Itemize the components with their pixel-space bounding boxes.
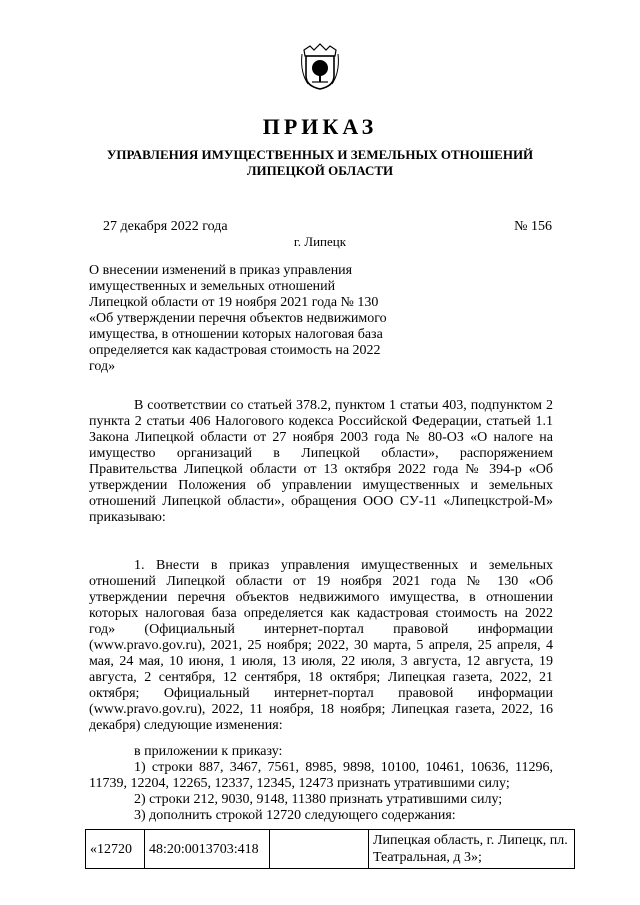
document-city: г. Липецк [293, 234, 347, 249]
added-row-table [85, 829, 575, 869]
coat-of-arms-icon [300, 36, 340, 90]
table-row [86, 830, 575, 869]
subitem-1: 1) строки 887, 3467, 7561, 8985, 9898, 10100, 10461, 10636, 11296, 11739, 12204, 12265, 12337, 12345, 12473 признать утратившими силу; [89, 760, 553, 791]
cadastral-number-cell: 48:20:0013703:418 [145, 830, 270, 869]
empty-cell [270, 830, 369, 869]
agency-line-1: УПРАВЛЕНИЯ ИМУЩЕСТВЕННЫХ И ЗЕМЕЛЬНЫХ ОТНОШЕНИЙ [106, 147, 534, 162]
subitem-2: 2) строки 212, 9030, 9148, 11380 признать утратившими силу; [134, 792, 503, 807]
document-number: № 156 [514, 219, 552, 234]
subitem-3: 3) дополнить строкой 12720 следующего содержания: [134, 808, 456, 823]
appendix-intro: в приложении к приказу: [134, 744, 283, 759]
agency-name [0, 147, 640, 179]
row-number-cell: «12720 [86, 830, 145, 869]
document-subject: О внесении изменений в приказ управления имущественных и земельных отношений Липецкой области от 19 ноября 2021 года № 130 «Об утверждении перечня объектов недвижимого имущества, в отношении которых налоговая база определяется как кадастровая стоимость на 2022 год» [89, 263, 387, 374]
address-cell: Липецкая область, г. Липецк, пл. Театральная, д 3»; [369, 830, 575, 869]
preamble-paragraph: В соответствии со статьей 378.2, пунктом 1 статьи 403, подпунктом 2 пункта 2 статьи 406 Налогового кодекса Российской Федерации, статьей 1.1 Закона Липецкой области от 27 ноября 2003 года № 80-ОЗ «О налоге на имущество организаций в Липецкой области», распоряжением Правительства Липецкой области от 13 октября 2022 года № 394-р «Об утверждении Положения об управлении имущественных и земельных отношений Липецкой области», обращения ООО СУ-11 «Липецкстрой-М» приказываю: [89, 398, 553, 525]
document-date: 27 декабря 2022 года [103, 219, 228, 234]
agency-line-2: ЛИПЕЦКОЙ ОБЛАСТИ [246, 163, 394, 178]
document-title: ПРИКАЗ [262, 114, 378, 139]
item-1-paragraph: 1. Внести в приказ управления имущественных и земельных отношений Липецкой области от 19 ноября 2021 года № 130 «Об утверждении перечня объектов недвижимого имущества, в отношении которых налоговая база определяется как кадастровая стоимость на 2022 год» (Официальный интернет-портал правовой информации (www.pravo.gov.ru), 2021, 25 ноября; 2022, 30 марта, 5 апреля, 25 апреля, 4 мая, 24 мая, 10 июня, 1 июля, 13 июля, 22 июля, 3 августа, 12 августа, 19 августа, 2 сентября, 12 сентября, 18 октября; Липецкая газета, 2022, 21 октября; Официальный интернет-портал правовой информации (www.pravo.gov.ru), 2022, 11 ноября, 18 ноября; Липецкая газета, 2022, 16 декабря) следующие изменения: [89, 558, 553, 733]
